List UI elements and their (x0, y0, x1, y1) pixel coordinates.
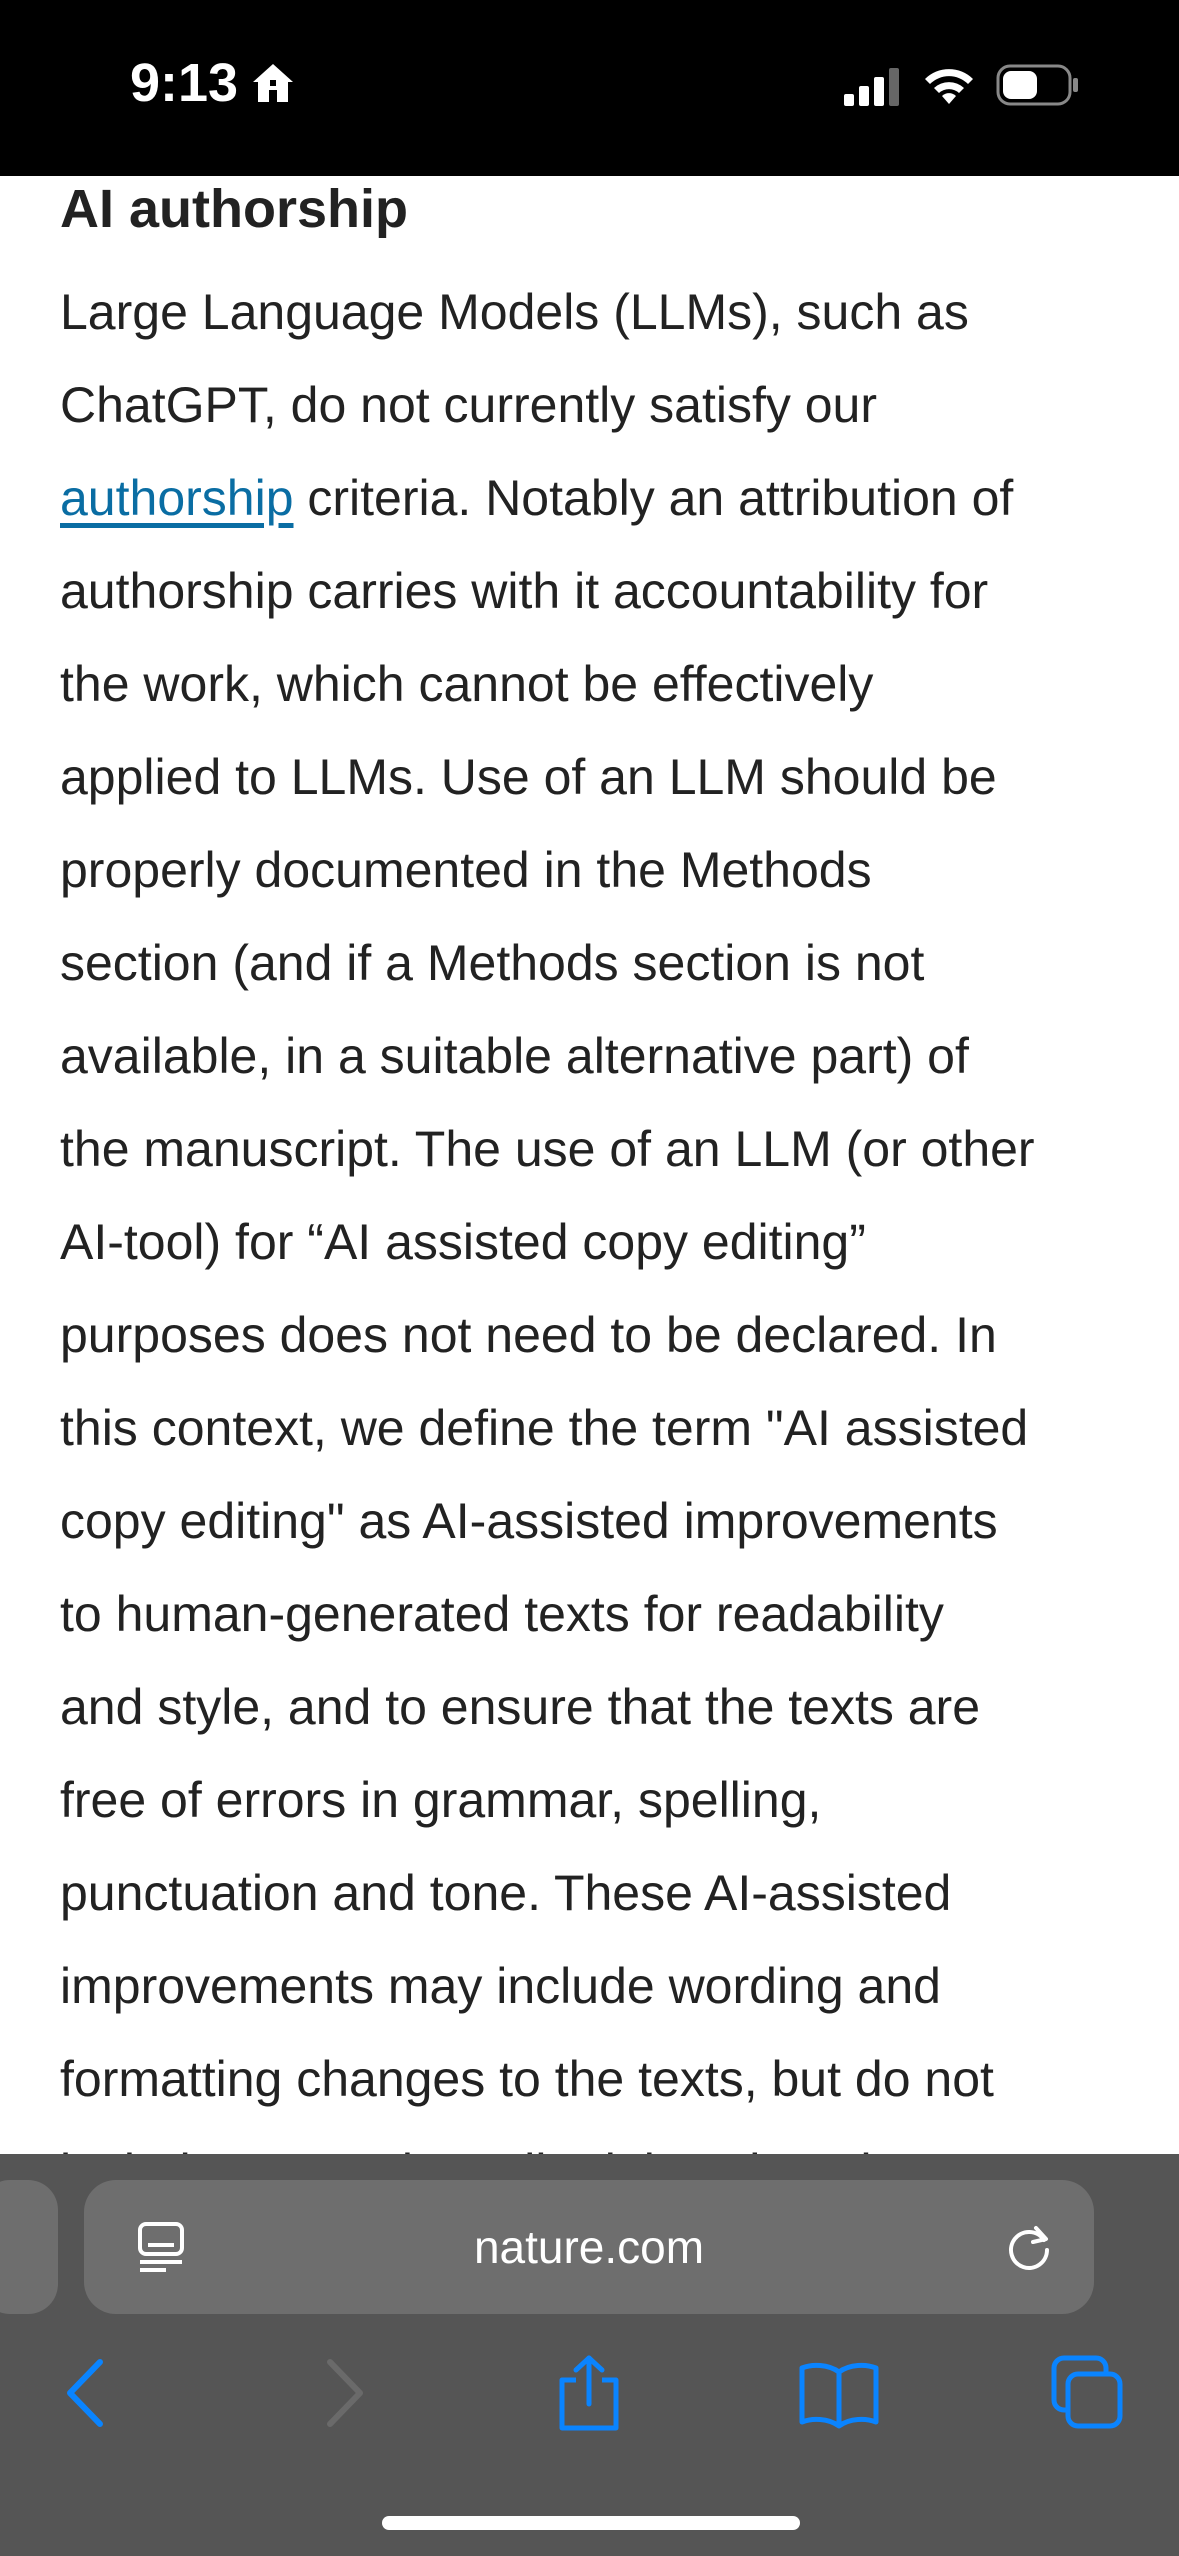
article-line (60, 2033, 1150, 2126)
article-line (60, 731, 1150, 824)
chevron-left-icon (44, 2354, 134, 2432)
tabs-icon (1044, 2354, 1134, 2432)
web-content[interactable] (0, 176, 1179, 2156)
article-line (60, 1847, 1150, 1940)
status-time: 9:13 (130, 53, 239, 113)
article-line-text: AI-tool) for “AI assisted copy editing” (60, 1214, 866, 1270)
share-button[interactable] (544, 2354, 634, 2432)
share-icon (544, 2354, 634, 2432)
previous-tab-edge[interactable] (0, 2180, 58, 2314)
address-text[interactable]: nature.com (473, 2221, 705, 2273)
article-line (60, 824, 1150, 917)
article-heading: AI authorship (60, 179, 408, 239)
article-line-text: punctuation and tone. These AI-assisted (60, 1865, 952, 1921)
article-line-text: the manuscript. The use of an LLM (or other (60, 1121, 1035, 1177)
article-line-text: the work, which cannot be effectively (60, 656, 874, 712)
article-line (60, 1289, 1150, 1382)
article-line-text: copy editing" as AI-assisted improvements (60, 1493, 998, 1549)
battery-icon (996, 64, 1080, 106)
article-line-text: ChatGPT, do not currently satisfy our (60, 377, 878, 433)
tabs-button[interactable] (1044, 2354, 1134, 2432)
article-line (60, 1568, 1150, 1661)
article-line (60, 1940, 1150, 2033)
article-line (60, 1196, 1150, 1289)
home-icon (250, 60, 296, 106)
signal-icon (844, 68, 902, 106)
article-line-text: Large Language Models (LLMs), such as (60, 284, 969, 340)
article-line-text: and style, and to ensure that the texts are (60, 1679, 981, 1735)
article-line (60, 1475, 1150, 1568)
authorship-link[interactable]: authorship (60, 470, 294, 526)
article-line-text: available, in a suitable alternative part) of (60, 1028, 969, 1084)
article-line (60, 1661, 1150, 1754)
article-line (60, 1382, 1150, 1475)
article-line-text: purposes does not need to be declared. In (60, 1307, 997, 1363)
wifi-icon (922, 64, 976, 108)
article-line-text: criteria. Notably an attribution of (293, 470, 1014, 526)
forward-button[interactable] (296, 2354, 386, 2432)
article-line-text: this context, we define the term "AI assisted (60, 1400, 1029, 1456)
article-line (60, 452, 1150, 545)
article-line (60, 266, 1150, 359)
status-bar (0, 0, 1179, 176)
article-line-text: improvements may include wording and (60, 1958, 941, 2014)
article-line-text: to human-generated texts for readability (60, 1586, 944, 1642)
back-button[interactable] (44, 2354, 134, 2432)
article-line-text: formatting changes to the texts, but do not (60, 2051, 994, 2107)
article-line-text: free of errors in grammar, spelling, (60, 1772, 822, 1828)
home-indicator[interactable] (382, 2516, 800, 2530)
article-line-text: applied to LLMs. Use of an LLM should be (60, 749, 997, 805)
article-line (60, 1010, 1150, 1103)
article-body (60, 266, 1150, 2219)
article-line (60, 359, 1150, 452)
article-line (60, 545, 1150, 638)
article-line-text: authorship carries with it accountability for (60, 563, 989, 619)
chevron-right-icon (296, 2354, 386, 2432)
article-line-text: properly documented in the Methods (60, 842, 872, 898)
reload-icon[interactable] (1002, 2220, 1056, 2274)
article-line (60, 1103, 1150, 1196)
article-line (60, 1754, 1150, 1847)
address-bar[interactable] (84, 2180, 1094, 2314)
article-line (60, 638, 1150, 731)
book-icon (794, 2354, 884, 2432)
article-line (60, 917, 1150, 1010)
article-line-text: section (and if a Methods section is not (60, 935, 925, 991)
bookmarks-button[interactable] (794, 2354, 884, 2432)
